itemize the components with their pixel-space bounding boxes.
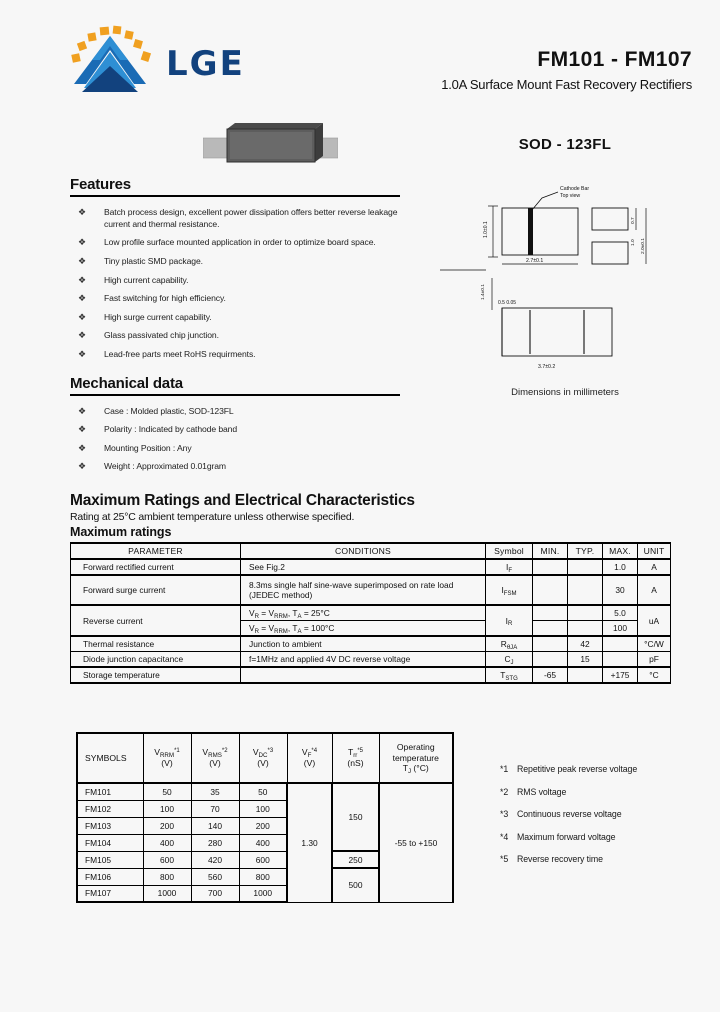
svg-text:2.0±0.1: 2.0±0.1 xyxy=(641,238,646,254)
svg-text:0.5 0.05: 0.5 0.05 xyxy=(498,300,517,306)
cell-parameter: Forward surge current xyxy=(71,575,241,605)
table-row xyxy=(71,575,671,605)
cell-unit: A xyxy=(638,559,671,575)
list-item xyxy=(70,274,400,287)
col-min: MIN. xyxy=(533,543,568,559)
symbols-table xyxy=(76,732,454,903)
cell-trr: 250 xyxy=(332,851,379,868)
feature-text: Batch process design, excellent power dissipation offers better reverse leakage current and thermal resistance. xyxy=(104,207,398,230)
feature-text: Fast switching for high efficiency. xyxy=(104,293,226,304)
col-parameter: PARAMETER xyxy=(71,543,241,559)
cell-min xyxy=(533,621,568,637)
page-title: FM101 - FM107 xyxy=(537,48,692,71)
cell-vdc: 1000 xyxy=(239,885,287,902)
cell-vdc: 400 xyxy=(239,834,287,851)
cell-part: FM102 xyxy=(77,800,143,817)
cell-vrms: 70 xyxy=(191,800,239,817)
table-row xyxy=(77,783,453,800)
cell-trr: 150 xyxy=(332,783,379,851)
ratings-note: Rating at 25°C ambient temperature unless otherwise specified. xyxy=(70,511,355,523)
col-vrms: $V_{RMS}^{*2}$ (V) xyxy=(191,733,239,783)
cell-max xyxy=(603,636,638,652)
cell-parameter: Reverse current xyxy=(71,605,241,636)
cell-unit: °C xyxy=(638,667,671,683)
cell-part: FM104 xyxy=(77,834,143,851)
cell-min xyxy=(533,559,568,575)
cell-trr: 500 xyxy=(332,868,379,902)
col-vdc: $V_{DC}^{*3}$ (V) xyxy=(239,733,287,783)
package-drawing xyxy=(440,136,690,398)
svg-text:3.7±0.2: 3.7±0.2 xyxy=(538,364,556,370)
cell-typ xyxy=(568,621,603,637)
ratings-section xyxy=(70,492,665,684)
diamond-bullet-icon: ❖ xyxy=(78,255,86,266)
cell-min xyxy=(533,605,568,621)
svg-text:0.7: 0.7 xyxy=(631,217,636,224)
ratings-heading: Maximum Ratings and Electrical Characteristics xyxy=(70,492,415,509)
company-logo xyxy=(58,22,308,94)
table-row xyxy=(71,667,671,683)
cell-operating-temp: -55 to +150 xyxy=(379,783,453,902)
cell-min xyxy=(533,652,568,668)
cell-typ xyxy=(568,667,603,683)
list-item xyxy=(70,348,400,361)
col-symbol: Symbol xyxy=(486,543,533,559)
footnotes-list xyxy=(500,764,710,877)
table-row xyxy=(71,652,671,668)
cell-vrrm: 800 xyxy=(143,868,191,885)
col-typ: TYP. xyxy=(568,543,603,559)
list-item xyxy=(70,405,400,418)
list-item xyxy=(70,460,400,473)
col-symbols: SYMBOLS xyxy=(77,733,143,783)
cell-typ: 15 xyxy=(568,652,603,668)
footnote-item xyxy=(500,764,710,774)
footnote-item xyxy=(500,787,710,797)
features-list xyxy=(70,206,400,361)
cell-max: 5.0 xyxy=(603,605,638,621)
cell-part: FM105 xyxy=(77,851,143,868)
footnote-text: Repetitive peak reverse voltage xyxy=(517,764,638,774)
lge-mountain-icon xyxy=(58,22,168,94)
cell-vrrm: 600 xyxy=(143,851,191,868)
cell-symbol: $I_{FSM}$ xyxy=(486,575,533,605)
diamond-bullet-icon: ❖ xyxy=(78,405,86,416)
cell-condition: $V_R = V_{RRM}$, $T_A = 100^\circ C$ xyxy=(241,621,486,637)
cell-symbol: $I_F$ xyxy=(486,559,533,575)
table-header-row xyxy=(77,733,453,783)
cell-vrms: 700 xyxy=(191,885,239,902)
cell-symbol: $C_J$ xyxy=(486,652,533,668)
cell-vrms: 140 xyxy=(191,817,239,834)
col-trr: $T_{rr}^{*5}$ (nS) xyxy=(332,733,379,783)
footnote-text: Continuous reverse voltage xyxy=(517,809,622,819)
diamond-bullet-icon: ❖ xyxy=(78,274,86,285)
diamond-bullet-icon: ❖ xyxy=(78,330,86,341)
cell-vrrm: 1000 xyxy=(143,885,191,902)
footnote-item xyxy=(500,854,710,864)
cell-part: FM101 xyxy=(77,783,143,800)
left-column xyxy=(70,176,400,479)
cell-typ xyxy=(568,559,603,575)
cell-condition xyxy=(241,667,486,683)
footnote-mark: *2 xyxy=(500,786,509,797)
cell-min xyxy=(533,575,568,605)
cell-parameter: Thermal resistance xyxy=(71,636,241,652)
table-row xyxy=(71,559,671,575)
cell-vrrm: 100 xyxy=(143,800,191,817)
cell-max xyxy=(603,652,638,668)
cell-condition: 8.3ms single half sine-wave superimposed on rate load (JEDEC method) xyxy=(241,575,486,605)
list-item xyxy=(70,292,400,305)
cell-max: 30 xyxy=(603,575,638,605)
col-max: MAX. xyxy=(603,543,638,559)
cell-min xyxy=(533,636,568,652)
cell-typ xyxy=(568,605,603,621)
cell-condition: f=1MHz and applied 4V DC reverse voltage xyxy=(241,652,486,668)
svg-text:2.7±0.1: 2.7±0.1 xyxy=(526,258,544,264)
cell-vdc: 100 xyxy=(239,800,287,817)
footnote-mark: *5 xyxy=(500,854,509,864)
package-outline-diagram xyxy=(440,158,690,376)
cell-condition: $V_R = V_{RRM}$, $T_A = 25^\circ C$ xyxy=(241,605,486,621)
cell-vrms: 420 xyxy=(191,851,239,868)
cell-vf: 1.30 xyxy=(287,783,332,902)
diamond-bullet-icon: ❖ xyxy=(78,237,86,248)
diamond-bullet-icon: ❖ xyxy=(78,207,86,217)
symbols-table-wrapper xyxy=(76,732,454,903)
cell-vrms: 560 xyxy=(191,868,239,885)
footnote-text: Reverse recovery time xyxy=(517,854,603,864)
table-row xyxy=(71,636,671,652)
col-unit: UNIT xyxy=(638,543,671,559)
footnote-item xyxy=(500,809,710,819)
footnote-text: RMS voltage xyxy=(517,786,567,797)
diamond-bullet-icon: ❖ xyxy=(78,348,86,359)
footnote-mark: *4 xyxy=(500,831,509,842)
cell-min: -65 xyxy=(533,667,568,683)
diamond-bullet-icon: ❖ xyxy=(78,293,86,304)
cell-condition: See Fig.2 xyxy=(241,559,486,575)
cell-parameter: Forward rectified current xyxy=(71,559,241,575)
diamond-bullet-icon: ❖ xyxy=(78,424,86,435)
dimensions-caption: Dimensions in millimeters xyxy=(511,387,619,398)
mechanical-text: Polarity : Indicated by cathode band xyxy=(104,424,238,435)
cell-vrrm: 200 xyxy=(143,817,191,834)
svg-text:1.0±0.1: 1.0±0.1 xyxy=(483,221,489,238)
mechanical-text: Weight : Approximated 0.01gram xyxy=(104,461,226,472)
diamond-bullet-icon: ❖ xyxy=(78,461,86,472)
page-header xyxy=(0,0,720,108)
list-item xyxy=(70,442,400,455)
cell-vrms: 35 xyxy=(191,783,239,800)
list-item xyxy=(70,255,400,268)
package-drawing-title: SOD - 123FL xyxy=(518,136,612,153)
mechanical-data-heading: Mechanical data xyxy=(70,375,400,396)
cell-part: FM106 xyxy=(77,868,143,885)
cell-vrrm: 400 xyxy=(143,834,191,851)
cell-parameter: Storage temperature xyxy=(71,667,241,683)
cell-part: FM103 xyxy=(77,817,143,834)
col-vrrm: $V_{RRM}^{*1}$ (V) xyxy=(143,733,191,783)
cell-parameter: Diode junction capacitance xyxy=(71,652,241,668)
cell-condition: Junction to ambient xyxy=(241,636,486,652)
title-block xyxy=(272,48,692,92)
cell-unit: uA xyxy=(638,605,671,636)
cell-vdc: 50 xyxy=(239,783,287,800)
footnote-mark: *3 xyxy=(500,809,509,819)
cell-vdc: 200 xyxy=(239,817,287,834)
diamond-bullet-icon: ❖ xyxy=(78,442,86,453)
maximum-ratings-table xyxy=(70,542,671,684)
svg-text:1.4±0.1: 1.4±0.1 xyxy=(481,284,486,300)
cell-symbol: $I_R$ xyxy=(486,605,533,636)
package-photo xyxy=(203,118,338,168)
cell-symbol: $T_{STG}$ xyxy=(486,667,533,683)
features-heading: Features xyxy=(70,176,400,197)
list-item xyxy=(70,206,400,231)
cell-vrrm: 50 xyxy=(143,783,191,800)
col-operating-temp: Operating temperature $T_J$ (°C) xyxy=(379,733,453,783)
page-subtitle: 1.0A Surface Mount Fast Recovery Rectifiers xyxy=(441,77,692,92)
cell-unit: A xyxy=(638,575,671,605)
cell-vdc: 800 xyxy=(239,868,287,885)
cell-part: FM107 xyxy=(77,885,143,902)
table-header-row xyxy=(71,543,671,559)
cell-typ: 42 xyxy=(568,636,603,652)
diamond-bullet-icon: ❖ xyxy=(78,311,86,322)
cell-max: 100 xyxy=(603,621,638,637)
mechanical-text: Case : Molded plastic, SOD-123FL xyxy=(104,405,234,416)
col-conditions: CONDITIONS xyxy=(241,543,486,559)
cathode-bar-label: Cathode Bar xyxy=(560,186,590,192)
col-vf: $V_F^{*4}$ (V) xyxy=(287,733,332,783)
cell-symbol: $R_{\theta JA}$ xyxy=(486,636,533,652)
svg-text:1.0: 1.0 xyxy=(631,239,636,246)
cell-vdc: 600 xyxy=(239,851,287,868)
maximum-ratings-subheading: Maximum ratings xyxy=(70,525,172,539)
feature-text: Lead-free parts meet RoHS requirments. xyxy=(104,348,256,359)
mechanical-text: Mounting Position : Any xyxy=(104,442,192,453)
cell-vrms: 280 xyxy=(191,834,239,851)
cell-max: 1.0 xyxy=(603,559,638,575)
list-item xyxy=(70,236,400,249)
cell-unit: °C/W xyxy=(638,636,671,652)
mechanical-data-list xyxy=(70,405,400,474)
top-view-label: Top view xyxy=(560,193,581,199)
feature-text: Low profile surface mounted application in order to optimize board space. xyxy=(104,237,376,248)
logo-wordmark: LGE xyxy=(166,44,245,84)
feature-text: Tiny plastic SMD package. xyxy=(104,255,203,266)
cell-max: +175 xyxy=(603,667,638,683)
list-item xyxy=(70,329,400,342)
cell-typ xyxy=(568,575,603,605)
footnote-mark: *1 xyxy=(500,764,509,774)
footnote-text: Maximum forward voltage xyxy=(517,831,616,842)
list-item xyxy=(70,423,400,436)
footnote-item xyxy=(500,832,710,842)
feature-text: High current capability. xyxy=(104,274,189,285)
cell-unit: pF xyxy=(638,652,671,668)
table-row xyxy=(71,605,671,621)
feature-text: High surge current capability. xyxy=(104,311,212,322)
list-item xyxy=(70,311,400,324)
feature-text: Glass passivated chip junction. xyxy=(104,330,219,341)
